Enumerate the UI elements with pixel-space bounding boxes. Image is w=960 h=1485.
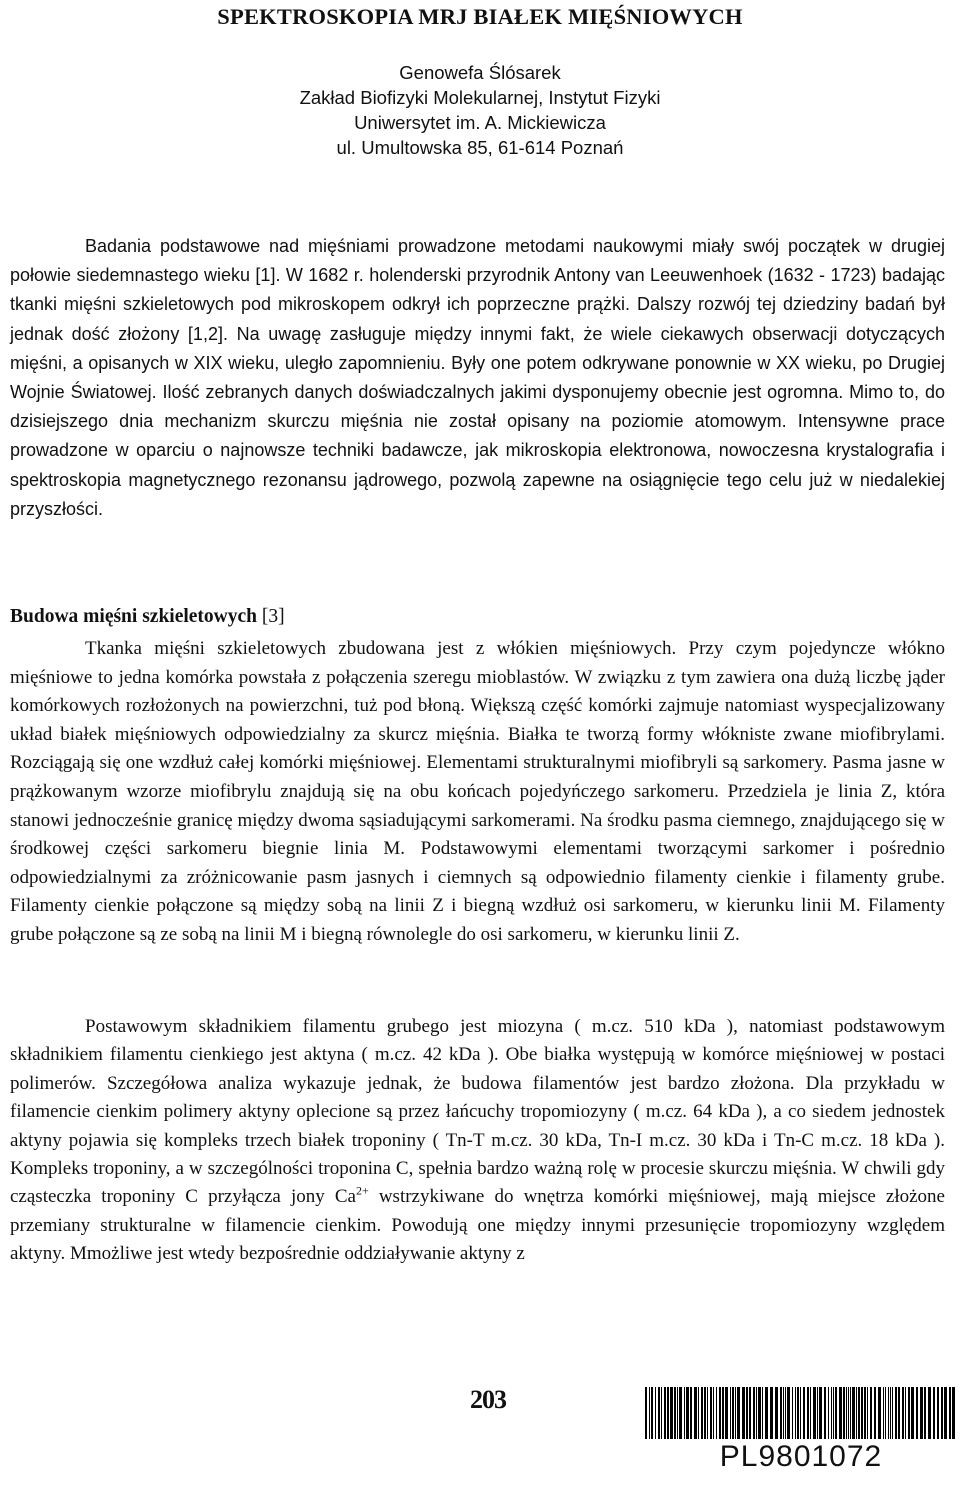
- paper-title: SPEKTROSKOPIA MRJ BIAŁEK MIĘŚNIOWYCH: [217, 4, 743, 29]
- department: Zakład Biofizyki Molekularnej, Instytut Fizyki: [299, 87, 661, 108]
- body-paragraph-1: Tkanka mięśni szkieletowych zbudowana jest z włókien mięśniowych. Przy czym pojedyncze włókno mięśniowe to jedna komórka powstała z połączenia szeregu mioblastów. W związku z tym zawiera ona dużą liczbę jąder komórkowych rozłożonych na powierzchni, tuż pod błoną. Większą część komórki zajmuje natomiast wyspecjalizowany układ białek mięśniowych odpowiedzialny za skurcz mięśnia. Białka te tworzą formy włókniste zwane miofibrylami. Rozciągają się one wzdłuż całej komórki mięśniowej. Elementami strukturalnymi miofibryli są sarkomery. Pasma jasne w prążkowanym wzorze miofibrylu znajdują się na obu końcach pojedyńczego sarkomeru. Przedziela je linia Z, która stanowi jednocześnie granicę między dwoma sąsiadującymi sarkomerami. Na środku pasma ciemnego, znajdującego się w środkowej części sarkomeru biegnie linia M. Podstawowymi elementami tworzącymi sarkomer i pośrednio odpowiedzialnymi za zróżnicowanie pasm jasnych i ciemnych są odpowiednio filamenty cienkie i filamenty grube. Filamenty cienkie połączone są między sobą na linii Z i biegną wzdłuż osi sarkomeru, w kierunku linii M. Filamenty grube połączone są ze sobą na linii M i biegną równolegle do osi sarkomeru, w kierunku linii Z.: [10, 638, 945, 945]
- section-heading: [10, 606, 285, 628]
- intro-paragraph: Badania podstawowe nad mięśniami prowadzone metodami naukowymi miały swój początek w drugiej połowie siedemnastego wieku [1]. W 1682 r. holenderski przyrodnik Antony van Leeuwenhoek (1632 - 1723) badając tkanki mięśni szkieletowych pod mikroskopem odkrył ich poprzeczne prążki. Dalszy rozwój tej dziedziny badań był jednak dość złożony [1,2]. Na uwagę zasługuje między innymi fakt, że wiele ciekawych obserwacji dotyczących mięśni, a opisanych w XIX wieku, uległo zapomnieniu. Były one potem odkrywane ponownie w XX wieku, po Drugiej Wojnie Światowej. Ilość zebranych danych doświadczalnych jakimi dysponujemy obecnie jest ogromna. Mimo to, do dzisiejszego dnia mechanizm skurczu mięśnia nie został opisany na poziomie atomowym. Intensywne prace prowadzone w oparciu o najnowsze techniki badawcze, jak mikroskopia elektronowa, nowoczesna krystalografia i spektroskopia magnetycznego rezonansu jądrowego, pozwolą zapewne na osiągnięcie tego celu już w niedalekiej przyszłości.: [10, 236, 945, 519]
- section-heading-title: Budowa mięśni szkieletowych: [10, 606, 258, 627]
- author-name: Genowefa Ślósarek: [399, 62, 561, 83]
- page-number: 203: [470, 1385, 506, 1414]
- section-heading-ref: [3]: [261, 606, 285, 627]
- body-paragraph-2-text-a: Postawowym składnikiem filamentu grubego jest miozyna ( m.cz. 510 kDa ), natomiast podstawowym składnikiem filamentu cienkiego jest aktyna ( m.cz. 42 kDa ). Obe białka występują w komórce mięśniowej w postaci polimerów. Szczegółowa analiza wykazuje jednak, że budowa filamentów jest bardzo złożona. Dla przykładu w filamencie cienkim polimery aktyny oplecione są przez łańcuchy tropomiozyny ( m.cz. 64 kDa ), a co siedem jednostek aktyny pojawia się kompleks trzech białek troponiny ( Tn-T m.cz. 30 kDa, Tn-I m.cz. 30 kDa i Tn-C m.cz. 18 kDa ). Kompleks troponiny, a w szczególności troponina C, spełnia bardzo ważną rolę w procesie skurczu mięśnia. W chwili gdy cząsteczka troponiny C przyłącza jony Ca: [10, 1016, 945, 1208]
- barcode-icon: [645, 1387, 957, 1439]
- address: ul. Umultowska 85, 61-614 Poznań: [336, 137, 624, 158]
- author-affiliation: [0, 60, 960, 160]
- body-paragraph-2-text-b: wstrzykiwane do wnętrza komórki mięśniowej, mają miejsce złożone przemiany strukturalne w filamencie cienkim. Powodują one między innymi przesunięcie tropomiozyny względem aktyny. Mmożliwe jest wtedy bezpośrednie oddziaływanie aktyny z: [10, 1186, 945, 1265]
- body-paragraph-2: [10, 1013, 945, 1269]
- university: Uniwersytet im. A. Mickiewicza: [354, 112, 606, 133]
- calcium-charge-superscript: 2+: [355, 1184, 369, 1199]
- barcode-label: PL9801072: [719, 1440, 883, 1473]
